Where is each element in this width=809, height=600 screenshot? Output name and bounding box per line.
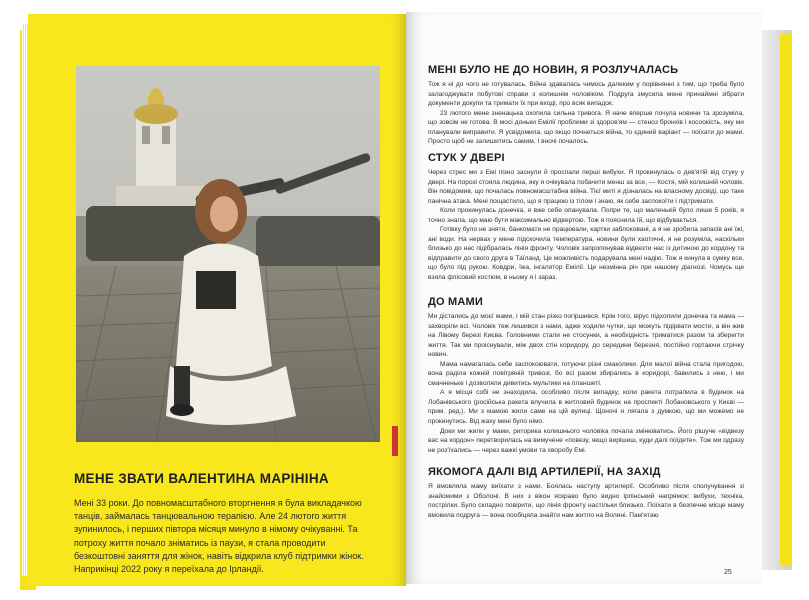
section-title: СТУК У ДВЕРІ: [428, 152, 505, 164]
paragraph: 23 лютого мене зненацька охопила сильна тривога. Я наче вперше почула новини та зрозуміла, що зовсім не готова. В мосі доньки Емілії проблеми зі здоров'ям — стеноз бронхів і косоокість, яку ми планували виправити. Я усвідомила, що якщо почнеться війна, то єдиний варіант — поїхати до мами. Просто щоб не залишитись самим. І вночі почалось.: [428, 109, 744, 146]
paragraph: А я місця собі не знаходила, особливо після випадку, коли ракета потрапила в будинок на Лобанівського (російська ракета влучила в житловий будинок на проспекті Лобановського у Києві — прим. ред.). Ми з мамою жили саме на цій вулиці. Щоночі я лягала з думкою, що ми можемо не прокинутись. Від жаху мені було німо.: [428, 389, 744, 426]
left-page-intro-text: Мені 33 роки. До повномасштабного вторгнення я була викладачкою танців, займалась танцювальною терапією. Але 24 лютого життя зупинилось, і перших півтора місяця минуло в німому очікуванні. Та потроху життя почало зніматись із паузи, я стала проводити безкоштовні заняття для жінок, навіть відкрила клуб підтримки жінок. Наприкінці 2022 року я переїхала до Ірландії.: [74, 498, 364, 575]
paragraph: Доки ми жили у мами, риторика колишнього чоловіка почала змінюватись. Його рішуче «відвезу вас на кордон» перетворилась на вимучене «повезу, якщо вирішиш, куди далі поїдете». Тож ми одразу не роз'їхались — через важкі умови та хворобу Емі.: [428, 427, 744, 454]
section-news: [428, 64, 744, 147]
paragraph: Через стрес ми з Емі пізно заснули й проспали перші вибухи. Я прокинулась о дев'ятій від стуку у двері. На порозі стояла людина, яку я очікувала побачити менш за все, — Костя, мій колишній чоловік. Він повідомив, що почалась повномасштабна війна. Тієї миті я дізналась на власному досвіді, що таке панічна атака. Мені пощастило, що я працюю із тілом і знаю, як себе заспокоїти і підтримати.: [428, 169, 744, 205]
section-title: ДО МАМИ: [428, 296, 484, 308]
paragraph: Ми дістались до моєї мами, і мій стан різко погіршився. Крім того, вірус підхопили донечка та мама — захворіли всі. Чоловік теж лишився з нами, адже ходили чутки, що можуть підірвати мости, а він жив на Лівому березі Києва. Головними стали не стосунки, а необхідність триматися разом та зберегти життя. Так ми проіснували, між двох стін коридору, до середини березня, постійно гортаючи стрічку новин.: [428, 313, 744, 359]
paragraph: Коли прокинулась донечка, я вже себе опанувала. Попри те, що маленькій було лише 5 років, я точно знала, що маю бути максимально відвертою. Тож я пояснила їй, що відбувається.: [428, 207, 744, 224]
right-cover-edge: [780, 34, 792, 566]
paragraph: Я вмовляла маму виїхати з нами. Боялась наступу артилерії. Особливо після сполучування зі знайомими з Оболоні. В них з вікон яскраво було видно ірпінський напрямок: вибухи, техніка, пострілки. Було складно повірити, що лінія фронту настільки близько. Поїхати в безпечне місце маму вмовила подруга — вона пообіцяла знайти нам житло на Волині. Пам'ятаю: [428, 483, 744, 519]
bookmark-ribbon: [392, 426, 398, 456]
paragraph: Мама намагалась себе заспокоювати, готуючи різні смаколики. Для малої війна стала пригодою, вона раділа кожній повітряній тривозі, бо всі разом збирались в коридорі, бавились з нею, і ми смачненьке і дозволяли дивитись мультики на планшеті.: [428, 360, 744, 387]
section-west: [428, 466, 744, 520]
page-number: 25: [724, 569, 732, 576]
section-title: ЯКОМОГА ДАЛІ ВІД АРТИЛЕРІЇ, НА ЗАХІД: [428, 466, 661, 478]
section-to-mom: [428, 296, 744, 455]
paragraph: Тож я ні до чого не готувалась. Війна здавалась чимось далеким у порівнянні з тим, що треба було залагоджувати побутові справи з колишнім чоловіком. Подруга змусила мене принаймні зібрати документи докупи та тримати їх при вході, про всяк випадок.: [428, 81, 744, 108]
left-page-heading: МЕНЕ ЗВАТИ ВАЛЕНТИНА МАРІНІНА: [74, 471, 329, 486]
portrait-photo: [76, 66, 380, 442]
paragraph: Готівку було не зняти, банкомати не працювали, картки заблоковані, а я не зробила запасів ані їжі, ані води. На нервах у мене підскочила температура, новини були хаотичні, я не розуміла, наскільки близько до нас підібралась лінія фронту. Чоловік запропонував відвезти нас із дитиною до кордону та відправити до свого друга в Таїланд. Це можливість подарувала мені надію. Тож я кинула в сумку все, що було під рукою. Ковдри, їжа, інгалятор Емілії. Це незмінна річ при нашому діагнозі. Чомусь ще взяла флісовий костюм, в ньому я і зараз.: [428, 226, 744, 282]
section-title: МЕНІ БУЛО НЕ ДО НОВИН, Я РОЗЛУЧАЛАСЬ: [428, 64, 679, 76]
section-knock: [428, 152, 744, 283]
